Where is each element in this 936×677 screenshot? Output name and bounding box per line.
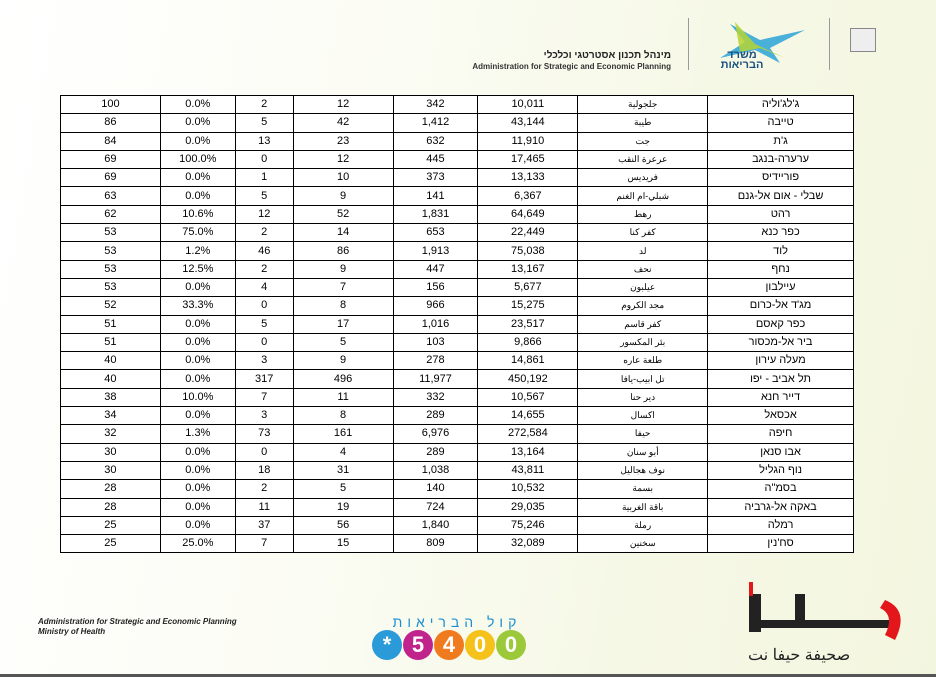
arabic-name-cell: بسمة <box>578 480 708 498</box>
count-cell: 445 <box>393 150 478 168</box>
percent-cell: 1.3% <box>160 425 235 443</box>
score-cell: 30 <box>61 443 161 461</box>
table-row <box>61 388 854 406</box>
hebrew-name-cell: שבלי - אום אל-גנם <box>708 187 854 205</box>
arabic-name-cell: كفر قاسم <box>578 315 708 333</box>
percent-cell: 0.0% <box>160 169 235 187</box>
arabic-name-cell: جلجولية <box>578 96 708 114</box>
score-cell: 40 <box>61 370 161 388</box>
hebrew-name-cell: סח'נין <box>708 535 854 553</box>
hebrew-name-cell: דייר חנא <box>708 388 854 406</box>
count-cell: 332 <box>393 388 478 406</box>
arabic-name-cell: مجد الكروم <box>578 297 708 315</box>
count-cell: 11 <box>293 388 393 406</box>
table-row <box>61 461 854 479</box>
arabic-name-cell: نحف <box>578 260 708 278</box>
count-cell: 0 <box>235 297 293 315</box>
arabic-name-cell: طيبة <box>578 114 708 132</box>
percent-cell: 12.5% <box>160 260 235 278</box>
count-cell: 8 <box>293 297 393 315</box>
percent-cell: 10.6% <box>160 205 235 223</box>
table-row <box>61 132 854 150</box>
population-cell: 5,677 <box>478 278 578 296</box>
count-cell: 7 <box>235 388 293 406</box>
hebrew-name-cell: רהט <box>708 205 854 223</box>
score-cell: 34 <box>61 407 161 425</box>
percent-cell: 100.0% <box>160 150 235 168</box>
ministry-logo-text: משרד הבריאות <box>720 49 764 71</box>
count-cell: 809 <box>393 535 478 553</box>
percent-cell: 33.3% <box>160 297 235 315</box>
arabic-name-cell: عيلبون <box>578 278 708 296</box>
org-title-hebrew: מינהל תכנון אסטרטגי וכלכלי <box>543 50 671 61</box>
score-cell: 25 <box>61 516 161 534</box>
count-cell: 11 <box>235 498 293 516</box>
hebrew-name-cell: פוריידיס <box>708 169 854 187</box>
count-cell: 0 <box>235 443 293 461</box>
score-cell: 53 <box>61 260 161 278</box>
arabic-name-cell: تل ابيب-يافا <box>578 370 708 388</box>
count-cell: 1,412 <box>393 114 478 132</box>
table-row <box>61 260 854 278</box>
population-cell: 17,465 <box>478 150 578 168</box>
count-cell: 73 <box>235 425 293 443</box>
count-cell: 11,977 <box>393 370 478 388</box>
count-cell: 9 <box>293 260 393 278</box>
count-cell: 8 <box>293 407 393 425</box>
population-cell: 9,866 <box>478 333 578 351</box>
arabic-name-cell: لد <box>578 242 708 260</box>
percent-cell: 0.0% <box>160 278 235 296</box>
table-row <box>61 480 854 498</box>
hebrew-name-cell: ערערה-בנגב <box>708 150 854 168</box>
score-cell: 51 <box>61 333 161 351</box>
hotline-digit: * <box>372 630 402 660</box>
page-header <box>0 0 936 90</box>
score-cell: 69 <box>61 169 161 187</box>
arabic-name-cell: أبو سنان <box>578 443 708 461</box>
hebrew-name-cell: רמלה <box>708 516 854 534</box>
count-cell: 2 <box>235 224 293 242</box>
count-cell: 9 <box>293 187 393 205</box>
table-row <box>61 114 854 132</box>
table-row <box>61 96 854 114</box>
hebrew-name-cell: ביר אל-מכסור <box>708 333 854 351</box>
page-footer <box>0 580 936 677</box>
hebrew-name-cell: חיפה <box>708 425 854 443</box>
arabic-name-cell: دير حنا <box>578 388 708 406</box>
count-cell: 12 <box>293 96 393 114</box>
percent-cell: 0.0% <box>160 498 235 516</box>
count-cell: 724 <box>393 498 478 516</box>
score-cell: 40 <box>61 352 161 370</box>
watermark-caption: صحيفة حيفا نت <box>748 647 851 664</box>
count-cell: 141 <box>393 187 478 205</box>
count-cell: 4 <box>293 443 393 461</box>
table-row <box>61 150 854 168</box>
table-row <box>61 278 854 296</box>
population-cell: 14,655 <box>478 407 578 425</box>
percent-cell: 0.0% <box>160 333 235 351</box>
population-cell: 450,192 <box>478 370 578 388</box>
hebrew-name-cell: תל אביב - יפו <box>708 370 854 388</box>
count-cell: 14 <box>293 224 393 242</box>
hebrew-name-cell: נוף הגליל <box>708 461 854 479</box>
count-cell: 278 <box>393 352 478 370</box>
hotline-digit: 0 <box>496 630 526 660</box>
score-cell: 32 <box>61 425 161 443</box>
arabic-name-cell: نوف هجاليل <box>578 461 708 479</box>
score-cell: 100 <box>61 96 161 114</box>
population-cell: 75,038 <box>478 242 578 260</box>
hebrew-name-cell: עיילבון <box>708 278 854 296</box>
population-cell: 11,910 <box>478 132 578 150</box>
percent-cell: 0.0% <box>160 407 235 425</box>
table-row <box>61 498 854 516</box>
count-cell: 5 <box>235 114 293 132</box>
count-cell: 1,016 <box>393 315 478 333</box>
hebrew-name-cell: ג'לג'וליה <box>708 96 854 114</box>
percent-cell: 0.0% <box>160 114 235 132</box>
count-cell: 3 <box>235 352 293 370</box>
population-cell: 32,089 <box>478 535 578 553</box>
percent-cell: 75.0% <box>160 224 235 242</box>
score-cell: 25 <box>61 535 161 553</box>
arabic-name-cell: فريديس <box>578 169 708 187</box>
population-cell: 10,011 <box>478 96 578 114</box>
score-cell: 69 <box>61 150 161 168</box>
score-cell: 30 <box>61 461 161 479</box>
table-row <box>61 516 854 534</box>
population-cell: 22,449 <box>478 224 578 242</box>
count-cell: 42 <box>293 114 393 132</box>
count-cell: 37 <box>235 516 293 534</box>
count-cell: 5 <box>235 187 293 205</box>
population-cell: 10,532 <box>478 480 578 498</box>
count-cell: 18 <box>235 461 293 479</box>
table-row <box>61 315 854 333</box>
count-cell: 86 <box>293 242 393 260</box>
percent-cell: 0.0% <box>160 370 235 388</box>
count-cell: 2 <box>235 480 293 498</box>
data-table <box>60 95 854 553</box>
count-cell: 342 <box>393 96 478 114</box>
score-cell: 51 <box>61 315 161 333</box>
count-cell: 3 <box>235 407 293 425</box>
org-title-english: Administration for Strategic and Economic Planning <box>472 62 671 71</box>
count-cell: 19 <box>293 498 393 516</box>
percent-cell: 0.0% <box>160 480 235 498</box>
arabic-name-cell: اكسال <box>578 407 708 425</box>
hebrew-name-cell: כפר קאסם <box>708 315 854 333</box>
count-cell: 156 <box>393 278 478 296</box>
count-cell: 0 <box>235 150 293 168</box>
arabic-name-cell: كفر كنا <box>578 224 708 242</box>
count-cell: 5 <box>293 480 393 498</box>
divider <box>829 18 830 70</box>
hebrew-name-cell: לוד <box>708 242 854 260</box>
count-cell: 289 <box>393 407 478 425</box>
count-cell: 4 <box>235 278 293 296</box>
count-cell: 1,038 <box>393 461 478 479</box>
table-row <box>61 535 854 553</box>
population-cell: 13,164 <box>478 443 578 461</box>
hotline-digit: 4 <box>434 630 464 660</box>
score-cell: 52 <box>61 297 161 315</box>
count-cell: 1 <box>235 169 293 187</box>
count-cell: 15 <box>293 535 393 553</box>
hebrew-name-cell: כפר כנא <box>708 224 854 242</box>
footer-org-english: Administration for Strategic and Economic Planning <box>38 617 237 626</box>
population-cell: 6,367 <box>478 187 578 205</box>
hebrew-name-cell: אבו סנאן <box>708 443 854 461</box>
count-cell: 9 <box>293 352 393 370</box>
count-cell: 23 <box>293 132 393 150</box>
arabic-name-cell: بئر المكسور <box>578 333 708 351</box>
population-cell: 23,517 <box>478 315 578 333</box>
count-cell: 1,840 <box>393 516 478 534</box>
population-cell: 14,861 <box>478 352 578 370</box>
count-cell: 31 <box>293 461 393 479</box>
table-row <box>61 352 854 370</box>
hebrew-name-cell: בסמ"ה <box>708 480 854 498</box>
footer-ministry-english: Ministry of Health <box>38 627 106 636</box>
count-cell: 632 <box>393 132 478 150</box>
hebrew-name-cell: באקה אל-גרביה <box>708 498 854 516</box>
score-cell: 84 <box>61 132 161 150</box>
table-row <box>61 224 854 242</box>
count-cell: 7 <box>293 278 393 296</box>
arabic-name-cell: سخنين <box>578 535 708 553</box>
count-cell: 5 <box>293 333 393 351</box>
percent-cell: 0.0% <box>160 132 235 150</box>
count-cell: 1,913 <box>393 242 478 260</box>
table-row <box>61 425 854 443</box>
count-cell: 6,976 <box>393 425 478 443</box>
arabic-name-cell: رملة <box>578 516 708 534</box>
score-cell: 63 <box>61 187 161 205</box>
count-cell: 56 <box>293 516 393 534</box>
population-cell: 13,167 <box>478 260 578 278</box>
hebrew-name-cell: מעלה עירון <box>708 352 854 370</box>
state-emblem-icon <box>850 28 876 52</box>
percent-cell: 0.0% <box>160 443 235 461</box>
count-cell: 13 <box>235 132 293 150</box>
count-cell: 317 <box>235 370 293 388</box>
count-cell: 140 <box>393 480 478 498</box>
table-row <box>61 443 854 461</box>
count-cell: 2 <box>235 260 293 278</box>
arabic-name-cell: باقة الغربية <box>578 498 708 516</box>
count-cell: 447 <box>393 260 478 278</box>
population-cell: 10,567 <box>478 388 578 406</box>
count-cell: 17 <box>293 315 393 333</box>
percent-cell: 0.0% <box>160 352 235 370</box>
population-cell: 13,133 <box>478 169 578 187</box>
hebrew-name-cell: ג'ת <box>708 132 854 150</box>
hotline-digit: 5 <box>403 630 433 660</box>
table-row <box>61 242 854 260</box>
count-cell: 12 <box>293 150 393 168</box>
table-row <box>61 297 854 315</box>
table-row <box>61 187 854 205</box>
arabic-name-cell: عرعرة النقب <box>578 150 708 168</box>
hotline-digit: 0 <box>465 630 495 660</box>
score-cell: 62 <box>61 205 161 223</box>
count-cell: 966 <box>393 297 478 315</box>
count-cell: 161 <box>293 425 393 443</box>
hebrew-name-cell: מג'ד אל-כרום <box>708 297 854 315</box>
score-cell: 38 <box>61 388 161 406</box>
percent-cell: 10.0% <box>160 388 235 406</box>
hebrew-name-cell: נחף <box>708 260 854 278</box>
arabic-name-cell: طلعة عاره <box>578 352 708 370</box>
population-cell: 75,246 <box>478 516 578 534</box>
population-cell: 29,035 <box>478 498 578 516</box>
score-cell: 28 <box>61 498 161 516</box>
table-row <box>61 407 854 425</box>
count-cell: 46 <box>235 242 293 260</box>
count-cell: 1,831 <box>393 205 478 223</box>
count-cell: 10 <box>293 169 393 187</box>
arabic-name-cell: جت <box>578 132 708 150</box>
population-cell: 272,584 <box>478 425 578 443</box>
score-cell: 53 <box>61 242 161 260</box>
count-cell: 52 <box>293 205 393 223</box>
percent-cell: 25.0% <box>160 535 235 553</box>
table-row <box>61 169 854 187</box>
count-cell: 496 <box>293 370 393 388</box>
table-row <box>61 370 854 388</box>
count-cell: 103 <box>393 333 478 351</box>
count-cell: 373 <box>393 169 478 187</box>
divider <box>688 18 689 70</box>
score-cell: 53 <box>61 224 161 242</box>
table-row <box>61 205 854 223</box>
count-cell: 0 <box>235 333 293 351</box>
percent-cell: 0.0% <box>160 315 235 333</box>
count-cell: 7 <box>235 535 293 553</box>
footer-org <box>38 617 237 637</box>
count-cell: 12 <box>235 205 293 223</box>
hebrew-name-cell: אכסאל <box>708 407 854 425</box>
percent-cell: 0.0% <box>160 461 235 479</box>
population-cell: 15,275 <box>478 297 578 315</box>
hotline-number-logo <box>372 630 526 660</box>
score-cell: 28 <box>61 480 161 498</box>
percent-cell: 0.0% <box>160 96 235 114</box>
hebrew-name-cell: טייבה <box>708 114 854 132</box>
percent-cell: 1.2% <box>160 242 235 260</box>
count-cell: 289 <box>393 443 478 461</box>
org-title <box>472 50 671 71</box>
percent-cell: 0.0% <box>160 187 235 205</box>
count-cell: 5 <box>235 315 293 333</box>
population-cell: 64,649 <box>478 205 578 223</box>
arabic-name-cell: حيفا <box>578 425 708 443</box>
hotline-title: קול הבריאות <box>392 614 522 630</box>
count-cell: 2 <box>235 96 293 114</box>
table-row <box>61 333 854 351</box>
score-cell: 86 <box>61 114 161 132</box>
population-cell: 43,144 <box>478 114 578 132</box>
arabic-name-cell: شبلي-ام الغنم <box>578 187 708 205</box>
percent-cell: 0.0% <box>160 516 235 534</box>
arabic-name-cell: رهط <box>578 205 708 223</box>
count-cell: 653 <box>393 224 478 242</box>
score-cell: 53 <box>61 278 161 296</box>
population-cell: 43,811 <box>478 461 578 479</box>
